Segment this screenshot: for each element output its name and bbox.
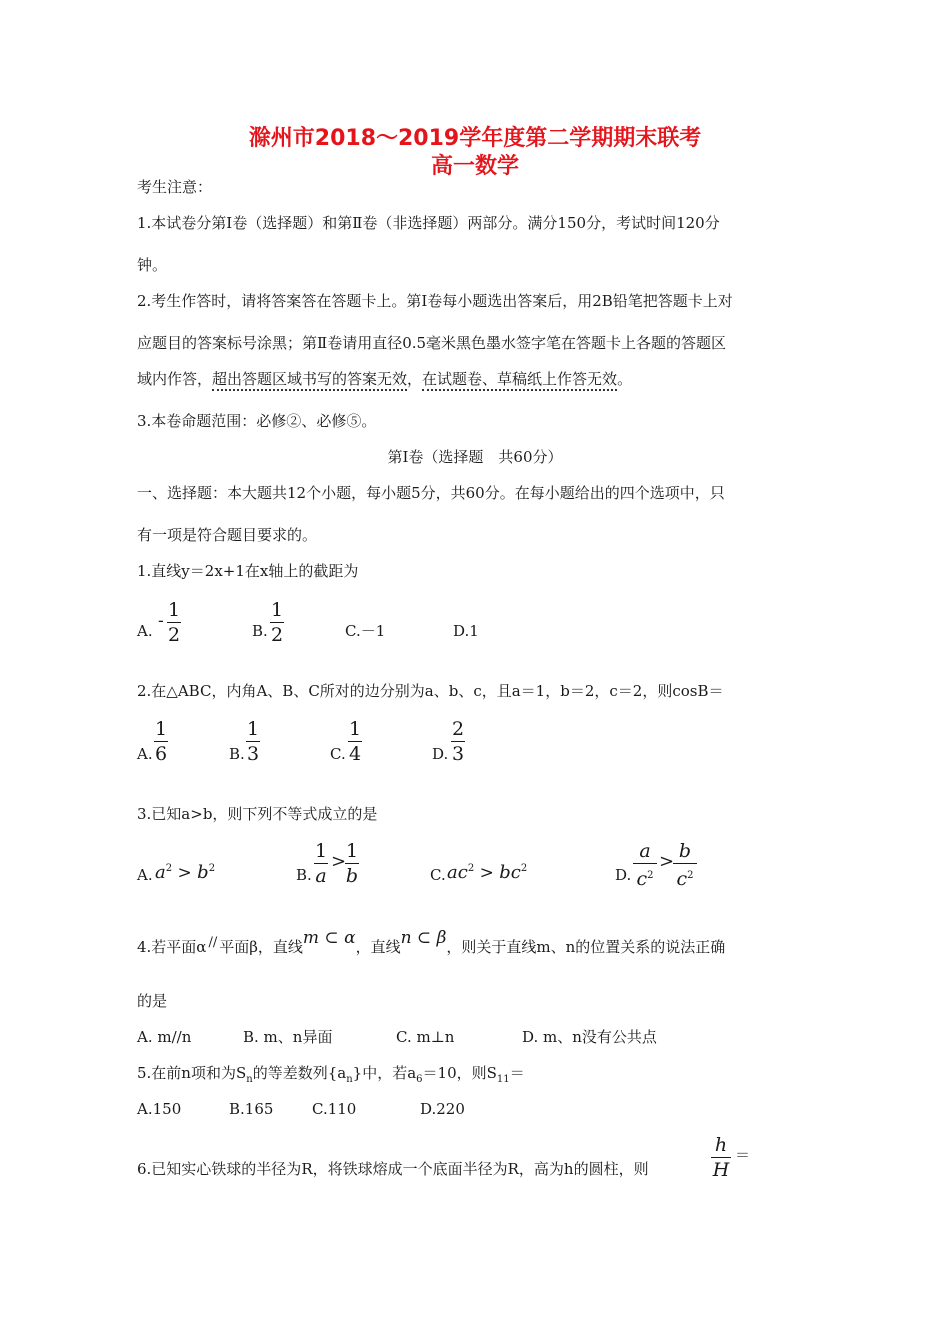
fraction-bar bbox=[673, 863, 697, 864]
q3-option-b-fraction-2 bbox=[345, 840, 359, 887]
section-intro-cont: 有一项是符合题目要求的。 bbox=[137, 526, 318, 544]
q4-option-a: A. m//n bbox=[137, 1028, 192, 1046]
fraction-bar bbox=[711, 1157, 731, 1158]
exponent: 2 bbox=[647, 870, 654, 881]
q3-option-b-op: > bbox=[331, 851, 347, 872]
notice-text: 。 bbox=[617, 370, 633, 388]
denominator: 4 bbox=[348, 743, 362, 765]
numerator: 1 bbox=[348, 718, 362, 740]
q4-option-c: C. m⊥n bbox=[396, 1028, 455, 1046]
section-header: 第Ⅰ卷（选择题 共60分） bbox=[387, 448, 563, 466]
q2-option-c-fraction bbox=[348, 718, 362, 765]
notice-heading: 考生注意： bbox=[137, 178, 213, 196]
q2-option-b-label: B. bbox=[229, 745, 245, 763]
numerator: 1 bbox=[167, 599, 181, 621]
section-intro: 一、选择题：本大题共12个小题，每小题5分，共60分。在每小题给出的四个选项中，只 bbox=[137, 484, 725, 502]
denominator: 3 bbox=[246, 743, 260, 765]
exponent: 2 bbox=[165, 863, 173, 874]
notice-item-2-cont: 应题目的答案标号涂黑；第Ⅱ卷请用直径0.5毫米黑色墨水签字笔在答题卡上各题的答题区 bbox=[137, 334, 727, 352]
q3-option-c-expr bbox=[447, 862, 527, 883]
exponent: 2 bbox=[208, 863, 216, 874]
denominator: 3 bbox=[451, 743, 465, 765]
fraction-bar bbox=[246, 741, 260, 742]
q3-option-d-fraction-2 bbox=[673, 840, 697, 890]
math-var: bc bbox=[499, 862, 521, 883]
fraction-bar bbox=[314, 863, 328, 864]
emphasis-dotted-1: 超出答题区域书写的答案无效 bbox=[212, 370, 407, 391]
q3-option-a-expr bbox=[155, 862, 215, 883]
numerator: b bbox=[678, 840, 692, 862]
denominator: H bbox=[712, 1159, 730, 1181]
numerator: 1 bbox=[270, 599, 284, 621]
q4-option-d: D. m、n没有公共点 bbox=[522, 1028, 657, 1046]
fraction-bar bbox=[154, 741, 168, 742]
emphasis-dotted-2: 在试题卷、草稿纸上作答无效 bbox=[422, 370, 617, 391]
math-var: b bbox=[197, 862, 209, 883]
notice-item-3: 3.本卷命题范围：必修②、必修⑤。 bbox=[137, 412, 377, 430]
notice-item-2-end bbox=[137, 370, 632, 388]
numerator: 2 bbox=[451, 718, 465, 740]
denominator bbox=[673, 865, 697, 890]
numerator: 1 bbox=[154, 718, 168, 740]
q2-option-a-label: A. bbox=[137, 745, 153, 763]
q2-option-a-fraction bbox=[154, 718, 168, 765]
q4-text: 4.若平面α bbox=[137, 938, 207, 956]
q3-option-a-label: A. bbox=[137, 866, 153, 884]
q1-option-a-sign: - bbox=[158, 611, 164, 631]
numerator: 1 bbox=[246, 718, 260, 740]
q3-option-c-label: C. bbox=[430, 866, 446, 884]
numerator: a bbox=[639, 840, 651, 862]
denominator: a bbox=[315, 865, 327, 887]
q4-text: ，直线 bbox=[355, 938, 401, 956]
q3-option-b-fraction-1 bbox=[314, 840, 328, 887]
subscript: 6 bbox=[416, 1074, 423, 1085]
numerator: 1 bbox=[314, 840, 328, 862]
subscript: n bbox=[246, 1074, 253, 1085]
math-var: c bbox=[636, 868, 648, 890]
q5-option-d: D.220 bbox=[420, 1100, 465, 1118]
q4-relation-1: m ⊂ α bbox=[302, 928, 356, 948]
exam-title: 滁州市2018～2019学年度第二学期期末联考 bbox=[248, 126, 702, 151]
question-6-stem: 6.已知实心铁球的半径为R，将铁球熔成一个底面半径为R，高为h的圆柱，则 bbox=[137, 1160, 649, 1178]
q2-option-c-label: C. bbox=[330, 745, 346, 763]
math-var: a bbox=[155, 862, 166, 883]
q5-text: ＝10，则S bbox=[422, 1064, 497, 1082]
q1-option-a-fraction bbox=[167, 599, 181, 646]
question-2-stem: 2.在△ABC，内角A、B、C所对的边分别为a、b、c，且a＝1，b＝2，c＝2，则cosB＝ bbox=[137, 682, 724, 700]
q5-text: ＝ bbox=[509, 1064, 525, 1082]
fraction-bar bbox=[348, 741, 362, 742]
math-op: > bbox=[474, 863, 500, 883]
math-op: > bbox=[172, 863, 198, 883]
exponent: 2 bbox=[687, 870, 694, 881]
numerator: h bbox=[714, 1134, 728, 1156]
q5-option-b: B.165 bbox=[229, 1100, 274, 1118]
question-3-stem: 3.已知a>b，则下列不等式成立的是 bbox=[137, 805, 378, 823]
q5-text: 的等差数列{a bbox=[252, 1064, 347, 1082]
q1-option-b-label: B. bbox=[252, 622, 268, 640]
fraction-bar bbox=[270, 622, 284, 623]
notice-text: 域内作答， bbox=[137, 370, 213, 388]
q3-option-b-label: B. bbox=[296, 866, 312, 884]
question-5-stem bbox=[137, 1064, 525, 1089]
q5-option-a: A.150 bbox=[137, 1100, 182, 1118]
notice-item-2: 2.考生作答时，请将答案答在答题卡上。第Ⅰ卷每小题选出答案后，用2B铅笔把答题卡上对 bbox=[137, 292, 733, 310]
math-var: c bbox=[676, 868, 688, 890]
numerator: 1 bbox=[345, 840, 359, 862]
question-4-stem-cont: 的是 bbox=[137, 992, 168, 1010]
q2-option-d-label: D. bbox=[432, 745, 449, 763]
exponent: 2 bbox=[520, 863, 528, 874]
q5-text: 5.在前n项和为S bbox=[137, 1064, 247, 1082]
q3-option-d-fraction-1 bbox=[633, 840, 657, 890]
notice-text: ， bbox=[407, 370, 423, 388]
fraction-bar bbox=[345, 863, 359, 864]
denominator: 2 bbox=[167, 624, 181, 646]
notice-item-1-cont: 钟。 bbox=[137, 256, 168, 274]
q4-text: 平面β，直线 bbox=[219, 938, 303, 956]
q4-text: ，则关于直线m、n的位置关系的说法正确 bbox=[446, 938, 726, 956]
denominator: b bbox=[345, 865, 359, 887]
fraction-bar bbox=[451, 741, 465, 742]
question-4-stem bbox=[137, 928, 726, 958]
q3-option-d-op: > bbox=[659, 851, 675, 872]
q3-option-d-label: D. bbox=[615, 866, 632, 884]
question-1-stem: 1.直线y＝2x+1在x轴上的截距为 bbox=[137, 562, 359, 580]
fraction-bar bbox=[167, 622, 181, 623]
q1-option-b-fraction bbox=[270, 599, 284, 646]
subscript: n bbox=[346, 1074, 353, 1085]
denominator bbox=[633, 865, 657, 890]
q1-option-c: C.－1 bbox=[345, 622, 386, 640]
math-var: ac bbox=[447, 862, 468, 883]
denominator: 2 bbox=[270, 624, 284, 646]
q6-equals: ＝ bbox=[735, 1146, 751, 1164]
q5-text: }中，若a bbox=[352, 1064, 417, 1082]
q1-option-a-label: A. bbox=[137, 622, 153, 640]
fraction-bar bbox=[633, 863, 657, 864]
parallel-symbol: // bbox=[208, 935, 218, 950]
q4-option-b: B. m、n异面 bbox=[243, 1028, 333, 1046]
subscript: 11 bbox=[496, 1074, 510, 1085]
exam-subtitle: 高一数学 bbox=[430, 154, 519, 179]
q2-option-b-fraction bbox=[246, 718, 260, 765]
q2-option-d-fraction bbox=[451, 718, 465, 765]
q6-fraction bbox=[711, 1134, 731, 1181]
notice-item-1: 1.本试卷分第Ⅰ卷（选择题）和第Ⅱ卷（非选择题）两部分。满分150分，考试时间120分 bbox=[137, 214, 720, 232]
q1-option-d: D.1 bbox=[453, 622, 479, 640]
q5-option-c: C.110 bbox=[312, 1100, 357, 1118]
exponent: 2 bbox=[467, 863, 475, 874]
denominator: 6 bbox=[154, 743, 168, 765]
q4-relation-2: n ⊂ β bbox=[400, 928, 447, 948]
